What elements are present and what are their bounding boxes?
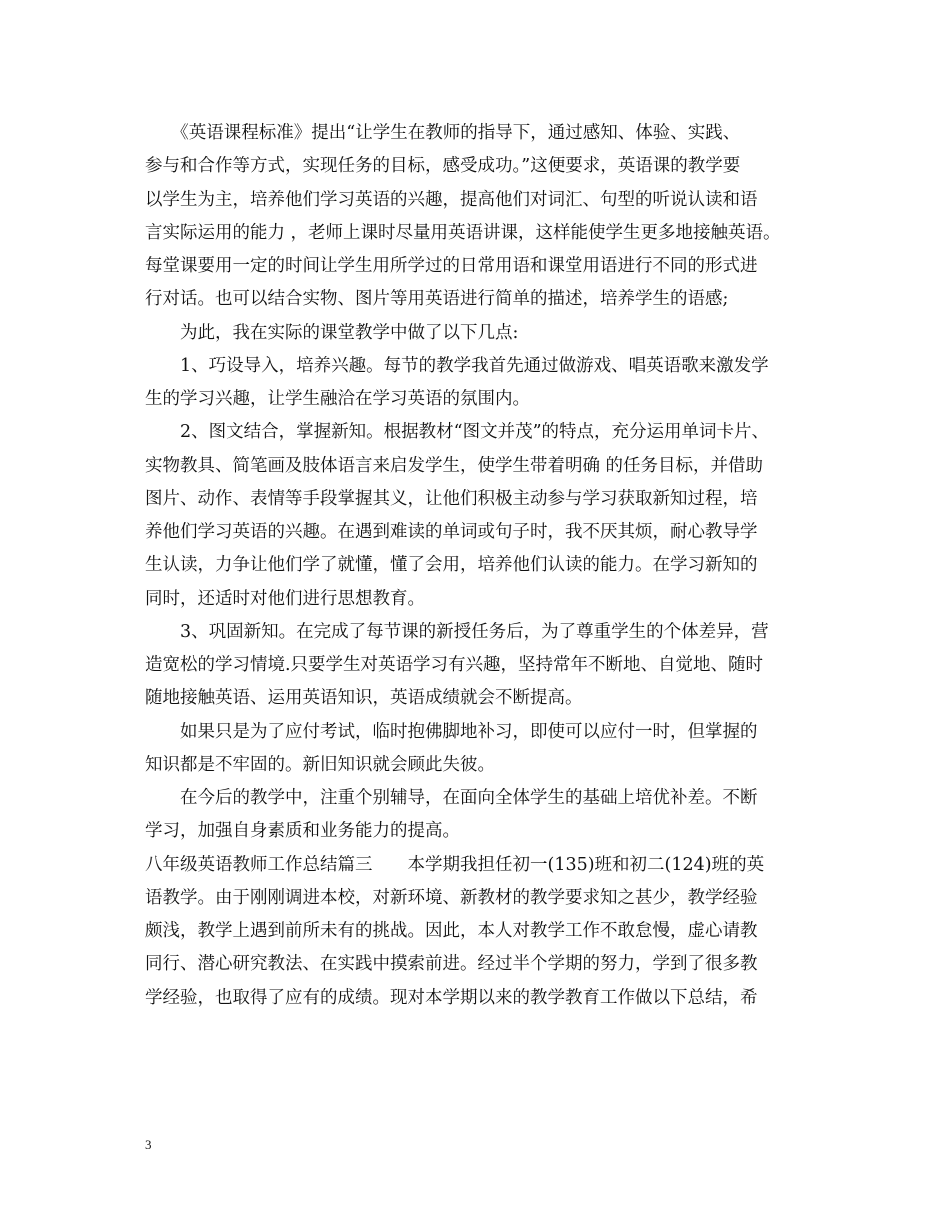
text-line: 《英语课程标准》提出“让学生在教师的指导下，通过感知、体验、实践、 [145, 123, 741, 143]
text-line: 以学生为主，培养他们学习英语的兴趣，提高他们对词汇、句型的听说认读和语 [145, 189, 758, 210]
text-line: 言实际运用的能力 ，老师上课时尽量用英语讲课，这样能使学生更多地接触英语。 [145, 222, 781, 243]
text-line: 如果只是为了应付考试，临时抱佛脚地补习，即使可以应付一时，但掌握的 [145, 721, 758, 742]
text-line: 参与和合作等方式，实现任务的目标，感受成功。”这便要求，英语课的教学要 [145, 156, 741, 177]
page-number: 3 [145, 1137, 152, 1152]
text-line: 2、图文结合，掌握新知。根据教材“图文并茂”的特点，充分运用单词卡片、 [145, 422, 770, 443]
text-line: 养他们学习英语的兴趣。在遇到难读的单词或句子时，我不厌其烦，耐心教导学 [145, 522, 758, 542]
text-line: 学经验，也取得了应有的成绩。现对本学期以来的教学教育工作做以下总结，希 [145, 987, 758, 1008]
text-line: 为此，我在实际的课堂教学中做了以下几点: [145, 322, 519, 343]
text-line: 行对话。也可以结合实物、图片等用英语进行简单的描述，培养学生的语感; [145, 289, 729, 310]
text-line: 生的学习兴趣，让学生融洽在学习英语的氛围内。 [145, 389, 530, 409]
text-line: 知识都是不牢固的。新旧知识就会顾此失彼。 [145, 754, 495, 775]
text-line: 学习，加强自身素质和业务能力的提高。 [145, 821, 460, 842]
text-line: 八年级英语教师工作总结篇三 本学期我担任初一(135)班和初二(124)班的英 [145, 854, 765, 875]
text-line: 造宽松的学习情境.只要学生对英语学习有兴趣，坚持常年不断地、自觉地、随时 [145, 655, 764, 675]
text-line: 图片、动作、表情等手段掌握其义，让他们积极主动参与学习获取新知过程，培 [145, 488, 758, 509]
text-line: 同行、潜心研究教法、在实践中摸索前进。经过半个学期的努力，学到了很多教 [145, 954, 758, 975]
text-line: 实物教具、简笔画及肢体语言来启发学生，使学生带着明确 的任务目标，并借助 [145, 455, 764, 476]
text-line: 生认读，力争让他们学了就懂，懂了会用，培养他们认读的能力。在学习新知的 [145, 555, 758, 576]
text-line: 在今后的教学中，注重个别辅导，在面向全体学生的基础上培优补差。不断 [145, 788, 758, 808]
text-line: 随地接触英语、运用英语知识，英语成绩就会不断提高。 [145, 688, 583, 709]
text-line: 语教学。由于刚刚调进本校，对新环境、新教材的教学要求知之甚少，教学经验 [145, 887, 758, 908]
text-line: 每堂课要用一定的时间让学生用所学过的日常用语和课堂用语进行不同的形式进 [145, 256, 758, 276]
text-line: 1、巧设导入，培养兴趣。每节的教学我首先通过做游戏、唱英语歌来激发学 [145, 355, 769, 376]
text-line: 同时，还适时对他们进行思想教育。 [145, 588, 425, 609]
text-line: 颇浅，教学上遇到前所未有的挑战。因此，本人对教学工作不敢怠慢，虚心请教 [145, 921, 758, 941]
text-line: 3、巩固新知。在完成了每节课的新授任务后，为了尊重学生的个体差异，营 [145, 621, 769, 642]
